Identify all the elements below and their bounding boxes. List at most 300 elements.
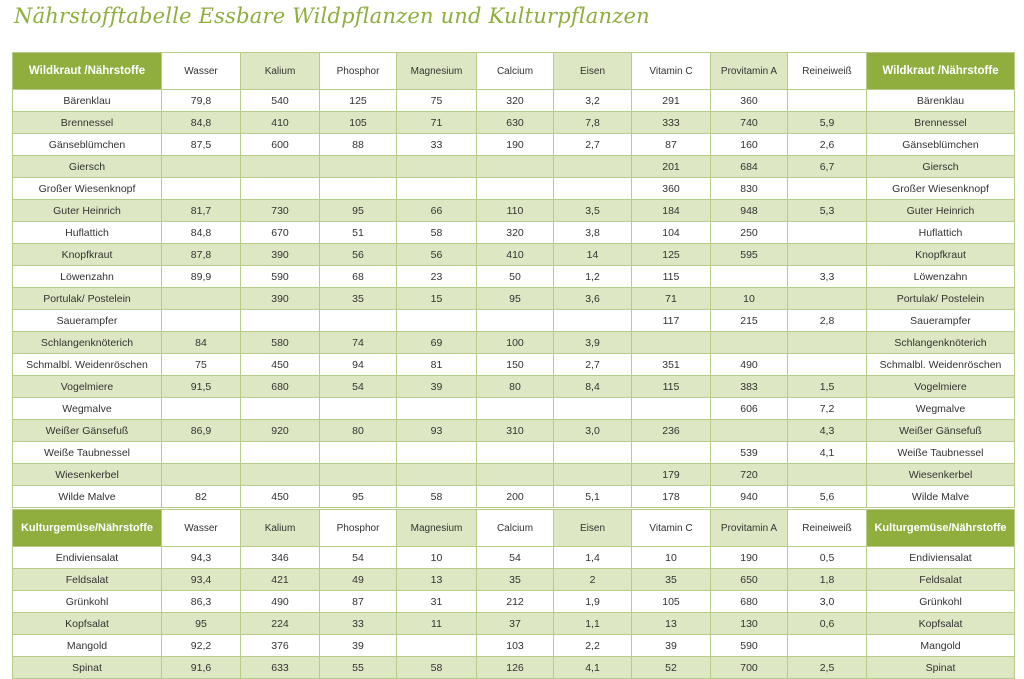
column-header: Reineiweiß [788,510,867,547]
nutrient-value: 130 [711,613,788,635]
nutrient-value: 333 [632,112,711,134]
row-name: Wiesenkerbel [13,464,162,486]
wildkraut-table [12,52,1015,508]
nutrient-value: 54 [320,547,397,569]
nutrient-value: 81 [397,354,477,376]
nutrient-value: 33 [397,134,477,156]
nutrient-value: 115 [632,266,711,288]
nutrient-value [162,464,241,486]
nutrient-value [241,442,320,464]
nutrient-value: 3,5 [554,200,632,222]
nutrient-value [788,464,867,486]
nutrient-value: 720 [711,464,788,486]
nutrient-value: 11 [397,613,477,635]
table-row [13,266,1015,288]
nutrient-value [397,442,477,464]
row-name: Knopfkraut [13,244,162,266]
nutrient-value [397,464,477,486]
row-name-right: Wegmalve [867,398,1015,420]
nutrient-value: 212 [477,591,554,613]
column-header: Vitamin C [632,53,711,90]
nutrient-value: 89,9 [162,266,241,288]
corner-label-right: Wildkraut /Nährstoffe [867,53,1015,90]
nutrient-value [162,442,241,464]
table-header-row [13,510,1015,547]
nutrient-value [162,398,241,420]
nutrient-value: 320 [477,90,554,112]
row-name: Löwenzahn [13,266,162,288]
column-header: Vitamin C [632,510,711,547]
row-name-right: Wilde Malve [867,486,1015,508]
table-row [13,442,1015,464]
nutrient-value: 3,3 [788,266,867,288]
nutrient-value [788,244,867,266]
row-name-right: Schmalbl. Weidenröschen [867,354,1015,376]
nutrient-value: 291 [632,90,711,112]
nutrient-value: 948 [711,200,788,222]
nutrient-value: 3,0 [554,420,632,442]
nutrient-value: 10 [397,547,477,569]
nutrient-value: 13 [397,569,477,591]
nutrient-value: 84 [162,332,241,354]
nutrient-value: 940 [711,486,788,508]
row-name-right: Grünkohl [867,591,1015,613]
row-name-right: Mangold [867,635,1015,657]
nutrient-value: 39 [632,635,711,657]
nutrient-value: 95 [477,288,554,310]
column-header: Wasser [162,510,241,547]
nutrient-value: 82 [162,486,241,508]
row-name: Grünkohl [13,591,162,613]
row-name-right: Bärenklau [867,90,1015,112]
nutrient-value: 105 [320,112,397,134]
nutrient-value: 50 [477,266,554,288]
nutrient-value [397,178,477,200]
nutrient-value [788,90,867,112]
table-row [13,178,1015,200]
nutrient-value: 360 [711,90,788,112]
nutrient-value: 71 [632,288,711,310]
nutrient-value: 5,3 [788,200,867,222]
nutrient-value: 75 [162,354,241,376]
table-row [13,398,1015,420]
nutrient-value: 490 [241,591,320,613]
nutrient-value: 630 [477,112,554,134]
nutrient-value [554,442,632,464]
nutrient-value: 105 [632,591,711,613]
row-name: Wegmalve [13,398,162,420]
nutrient-value [632,398,711,420]
nutrient-value: 23 [397,266,477,288]
nutrient-value [711,266,788,288]
nutrient-value: 91,5 [162,376,241,398]
table-row [13,288,1015,310]
nutrient-value: 2,5 [788,657,867,679]
nutrient-value: 55 [320,657,397,679]
nutrient-value: 390 [241,244,320,266]
nutrient-value: 201 [632,156,711,178]
nutrient-value: 310 [477,420,554,442]
nutrient-value: 125 [320,90,397,112]
nutrient-value: 4,3 [788,420,867,442]
nutrient-value: 200 [477,486,554,508]
column-header: Phosphor [320,53,397,90]
table-row [13,222,1015,244]
row-name-right: Wiesenkerbel [867,464,1015,486]
table-row [13,134,1015,156]
nutrient-value: 383 [711,376,788,398]
nutrient-value: 830 [711,178,788,200]
nutrient-value [241,178,320,200]
nutrient-value: 539 [711,442,788,464]
nutrient-value: 74 [320,332,397,354]
nutrient-value: 376 [241,635,320,657]
nutrient-value: 87 [320,591,397,613]
nutrient-value [320,310,397,332]
nutrient-value: 37 [477,613,554,635]
nutrient-value: 93 [397,420,477,442]
row-name-right: Guter Heinrich [867,200,1015,222]
kulturgemuese-table [12,509,1015,679]
nutrient-value: 1,8 [788,569,867,591]
column-header: Reineiweiß [788,53,867,90]
nutrient-value: 1,2 [554,266,632,288]
row-name-right: Gänseblümchen [867,134,1015,156]
nutrient-value: 88 [320,134,397,156]
nutrient-value: 84,8 [162,222,241,244]
nutrient-value: 590 [711,635,788,657]
nutrient-value: 3,2 [554,90,632,112]
row-name: Weißer Gänsefuß [13,420,162,442]
nutrient-value [477,178,554,200]
nutrient-value: 103 [477,635,554,657]
row-name-right: Kopfsalat [867,613,1015,635]
nutrient-value: 215 [711,310,788,332]
row-name-right: Spinat [867,657,1015,679]
column-header: Provitamin A [711,53,788,90]
nutrient-value: 421 [241,569,320,591]
nutrient-value: 160 [711,134,788,156]
nutrient-value: 68 [320,266,397,288]
nutrient-value [477,398,554,420]
column-header: Eisen [554,510,632,547]
nutrient-value: 58 [397,222,477,244]
nutrient-value: 590 [241,266,320,288]
nutrient-value: 91,6 [162,657,241,679]
nutrient-value: 150 [477,354,554,376]
row-name: Schlangenknöterich [13,332,162,354]
nutrient-value: 94,3 [162,547,241,569]
row-name: Portulak/ Postelein [13,288,162,310]
row-name-right: Sauerampfer [867,310,1015,332]
row-name: Huflattich [13,222,162,244]
table-row [13,376,1015,398]
nutrient-value: 450 [241,354,320,376]
row-name: Mangold [13,635,162,657]
row-name: Bärenklau [13,90,162,112]
corner-label: Wildkraut /Nährstoffe [13,53,162,90]
row-name: Gänseblümchen [13,134,162,156]
nutrient-value: 450 [241,486,320,508]
table-row [13,420,1015,442]
nutrient-value: 87 [632,134,711,156]
nutrient-value: 2,2 [554,635,632,657]
nutrient-value [397,398,477,420]
nutrient-value: 390 [241,288,320,310]
column-header: Calcium [477,53,554,90]
row-name: Weiße Taubnessel [13,442,162,464]
nutrient-value: 81,7 [162,200,241,222]
nutrient-value [477,156,554,178]
nutrient-value [711,332,788,354]
nutrient-value: 10 [632,547,711,569]
table-header-row [13,53,1015,90]
nutrient-value: 80 [320,420,397,442]
column-header: Provitamin A [711,510,788,547]
nutrient-value [477,442,554,464]
nutrient-value: 178 [632,486,711,508]
nutrient-value: 650 [711,569,788,591]
nutrient-value: 95 [162,613,241,635]
table-row [13,486,1015,508]
nutrient-value [241,310,320,332]
nutrient-value: 10 [711,288,788,310]
nutrient-value: 680 [711,591,788,613]
row-name-right: Weißer Gänsefuß [867,420,1015,442]
nutrient-value: 14 [554,244,632,266]
nutrient-value: 35 [477,569,554,591]
row-name-right: Weiße Taubnessel [867,442,1015,464]
nutrient-value: 2 [554,569,632,591]
table-row [13,354,1015,376]
row-name: Spinat [13,657,162,679]
nutrient-value: 93,4 [162,569,241,591]
page-title: Nährstofftabelle Essbare Wildpflanzen und Kulturpflanzen [14,4,650,28]
nutrient-value: 58 [397,657,477,679]
nutrient-value: 35 [320,288,397,310]
nutrient-value [162,178,241,200]
column-header: Wasser [162,53,241,90]
nutrient-value: 190 [711,547,788,569]
nutrient-value [788,635,867,657]
nutrient-value: 670 [241,222,320,244]
nutrient-value [320,464,397,486]
row-name-right: Portulak/ Postelein [867,288,1015,310]
nutrient-value: 86,9 [162,420,241,442]
table-row [13,464,1015,486]
nutrient-value: 684 [711,156,788,178]
column-header: Magnesium [397,510,477,547]
column-header: Calcium [477,510,554,547]
nutrient-value: 87,5 [162,134,241,156]
nutrient-value: 2,6 [788,134,867,156]
nutrient-value: 52 [632,657,711,679]
table-row [13,657,1015,679]
nutrient-value: 730 [241,200,320,222]
row-name: Guter Heinrich [13,200,162,222]
nutrient-value: 6,7 [788,156,867,178]
nutrient-value: 69 [397,332,477,354]
nutrient-value: 51 [320,222,397,244]
nutrient-value [397,156,477,178]
nutrient-value: 320 [477,222,554,244]
nutrient-value [320,398,397,420]
row-name: Giersch [13,156,162,178]
nutrient-value: 75 [397,90,477,112]
nutrient-value [788,332,867,354]
nutrient-value [241,156,320,178]
nutrient-value: 680 [241,376,320,398]
table-row [13,310,1015,332]
nutrient-value: 104 [632,222,711,244]
nutrient-value: 39 [397,376,477,398]
nutrient-value [788,222,867,244]
nutrient-value: 1,4 [554,547,632,569]
nutrient-value [554,464,632,486]
nutrient-value [320,156,397,178]
row-name-right: Schlangenknöterich [867,332,1015,354]
nutrient-value: 1,9 [554,591,632,613]
nutrient-value: 49 [320,569,397,591]
nutrient-value: 0,5 [788,547,867,569]
nutrient-value: 410 [477,244,554,266]
nutrient-value [397,635,477,657]
nutrient-value: 540 [241,90,320,112]
nutrient-value: 87,8 [162,244,241,266]
nutrient-value: 179 [632,464,711,486]
nutrient-value: 490 [711,354,788,376]
table-row [13,591,1015,613]
nutrient-value: 3,8 [554,222,632,244]
column-header: Phosphor [320,510,397,547]
nutrient-value [632,332,711,354]
nutrient-value: 4,1 [554,657,632,679]
row-name-right: Endiviensalat [867,547,1015,569]
nutrient-value [162,288,241,310]
corner-label: Kulturgemüse/Nährstoffe [13,510,162,547]
table-row [13,244,1015,266]
row-name: Kopfsalat [13,613,162,635]
row-name-right: Großer Wiesenknopf [867,178,1015,200]
nutrient-value [554,310,632,332]
nutrient-value: 95 [320,200,397,222]
nutrient-value: 2,7 [554,354,632,376]
nutrient-value: 920 [241,420,320,442]
nutrient-value: 54 [320,376,397,398]
nutrient-value: 740 [711,112,788,134]
row-name: Sauerampfer [13,310,162,332]
nutrient-value: 13 [632,613,711,635]
nutrient-value [477,464,554,486]
nutrient-value: 7,8 [554,112,632,134]
nutrient-value: 2,8 [788,310,867,332]
row-name: Vogelmiere [13,376,162,398]
nutrient-value: 100 [477,332,554,354]
nutrient-value: 79,8 [162,90,241,112]
nutrient-value: 80 [477,376,554,398]
nutrient-value: 1,1 [554,613,632,635]
nutrient-value: 351 [632,354,711,376]
nutrient-value: 56 [320,244,397,266]
column-header: Magnesium [397,53,477,90]
nutrient-value [554,178,632,200]
nutrient-value: 0,6 [788,613,867,635]
nutrient-value: 84,8 [162,112,241,134]
nutrient-value: 31 [397,591,477,613]
nutrient-value: 56 [397,244,477,266]
nutrient-value: 117 [632,310,711,332]
nutrient-value: 360 [632,178,711,200]
nutrient-value: 3,6 [554,288,632,310]
nutrient-value: 606 [711,398,788,420]
row-name-right: Feldsalat [867,569,1015,591]
nutrient-value: 595 [711,244,788,266]
nutrient-value [241,398,320,420]
nutrient-value: 15 [397,288,477,310]
row-name: Brennessel [13,112,162,134]
nutrient-value: 8,4 [554,376,632,398]
nutrient-value [788,354,867,376]
nutrient-value: 58 [397,486,477,508]
nutrient-value: 3,9 [554,332,632,354]
row-name-right: Giersch [867,156,1015,178]
nutrient-value: 125 [632,244,711,266]
nutrient-value [711,420,788,442]
nutrient-value: 92,2 [162,635,241,657]
row-name: Wilde Malve [13,486,162,508]
nutrient-value [788,288,867,310]
nutrient-value: 700 [711,657,788,679]
nutrient-value [788,178,867,200]
nutrient-value [162,310,241,332]
nutrient-value: 95 [320,486,397,508]
nutrient-value [320,178,397,200]
nutrient-value: 94 [320,354,397,376]
column-header: Kalium [241,53,320,90]
nutrient-value: 115 [632,376,711,398]
nutrient-value: 224 [241,613,320,635]
table-row [13,332,1015,354]
nutrient-value: 110 [477,200,554,222]
nutrient-value [632,442,711,464]
nutrient-value [554,156,632,178]
row-name: Schmalbl. Weidenröschen [13,354,162,376]
nutrient-value: 184 [632,200,711,222]
row-name: Endiviensalat [13,547,162,569]
table-row [13,90,1015,112]
nutrient-value: 250 [711,222,788,244]
corner-label-right: Kulturgemüse/Nährstoffe [867,510,1015,547]
table-row [13,112,1015,134]
table-row [13,200,1015,222]
column-header: Eisen [554,53,632,90]
row-name: Feldsalat [13,569,162,591]
nutrient-value [162,156,241,178]
nutrient-value: 600 [241,134,320,156]
nutrient-value: 35 [632,569,711,591]
nutrient-value: 190 [477,134,554,156]
nutrient-value: 33 [320,613,397,635]
table-row [13,569,1015,591]
nutrient-value [320,442,397,464]
nutrient-value: 580 [241,332,320,354]
nutrient-value [241,464,320,486]
nutrient-value: 410 [241,112,320,134]
nutrient-value: 2,7 [554,134,632,156]
nutrient-value: 66 [397,200,477,222]
row-name-right: Brennessel [867,112,1015,134]
nutrient-value: 5,9 [788,112,867,134]
